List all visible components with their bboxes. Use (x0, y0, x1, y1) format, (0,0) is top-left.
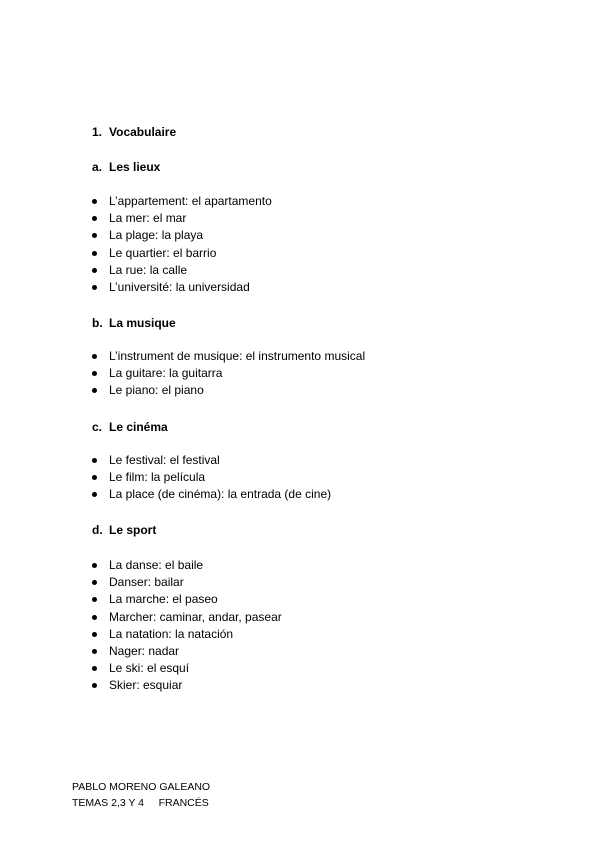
title-text: Vocabulaire (109, 125, 177, 139)
bullet-icon (92, 233, 97, 238)
bullet-icon (92, 615, 97, 620)
section-heading-lieux (92, 160, 160, 174)
list-item: La plage: la playa (92, 227, 272, 244)
section-heading-musique (92, 316, 176, 330)
section-title: Le cinéma (109, 420, 168, 434)
vocab-list-lieux (92, 193, 272, 296)
vocab-list-cinema (92, 452, 331, 504)
section-heading-sport (92, 523, 156, 537)
bullet-icon (92, 597, 97, 602)
document-title (92, 125, 176, 139)
list-item: Marcher: caminar, andar, pasear (92, 609, 282, 626)
list-item: Danser: bailar (92, 574, 282, 591)
footer-author: PABLO MORENO GALEANO (72, 781, 211, 793)
bullet-icon (92, 458, 97, 463)
bullet-icon (92, 632, 97, 637)
section-letter: b. (92, 316, 103, 330)
bullet-icon (92, 649, 97, 654)
list-item: La place (de cinéma): la entrada (de cine) (92, 486, 331, 503)
bullet-icon (92, 354, 97, 359)
list-item: L’université: la universidad (92, 279, 272, 296)
bullet-icon (92, 371, 97, 376)
list-item: Le ski: el esquí (92, 660, 282, 677)
bullet-icon (92, 199, 97, 204)
vocab-list-sport (92, 557, 282, 695)
section-title: Le sport (109, 523, 157, 537)
list-item: L’appartement: el apartamento (92, 193, 272, 210)
list-item: La natation: la natación (92, 626, 282, 643)
list-item: Le quartier: el barrio (92, 245, 272, 262)
list-item: La guitare: la guitarra (92, 365, 365, 382)
bullet-icon (92, 388, 97, 393)
section-letter: c. (92, 420, 103, 434)
list-item: La mer: el mar (92, 210, 272, 227)
section-heading-cinema (92, 420, 168, 434)
bullet-icon (92, 268, 97, 273)
vocab-list-musique (92, 348, 365, 400)
bullet-icon (92, 216, 97, 221)
list-item: Le film: la película (92, 469, 331, 486)
section-letter: d. (92, 523, 103, 537)
bullet-icon (92, 285, 97, 290)
list-item: La danse: el baile (92, 557, 282, 574)
list-item: Skier: esquiar (92, 677, 282, 694)
list-item: Nager: nadar (92, 643, 282, 660)
list-item: L’instrument de musique: el instrumento musical (92, 348, 365, 365)
list-item: La marche: el paseo (92, 591, 282, 608)
bullet-icon (92, 251, 97, 256)
bullet-icon (92, 492, 97, 497)
bullet-icon (92, 475, 97, 480)
title-number: 1. (92, 125, 103, 139)
section-title: Les lieux (109, 160, 161, 174)
bullet-icon (92, 580, 97, 585)
bullet-icon (92, 666, 97, 671)
list-item: Le festival: el festival (92, 452, 331, 469)
list-item: La rue: la calle (92, 262, 272, 279)
section-letter: a. (92, 160, 103, 174)
bullet-icon (92, 683, 97, 688)
section-title: La musique (109, 316, 176, 330)
list-item: Le piano: el piano (92, 382, 365, 399)
bullet-icon (92, 563, 97, 568)
footer-subtitle: TEMAS 2,3 Y 4 FRANCÉS (72, 797, 209, 809)
